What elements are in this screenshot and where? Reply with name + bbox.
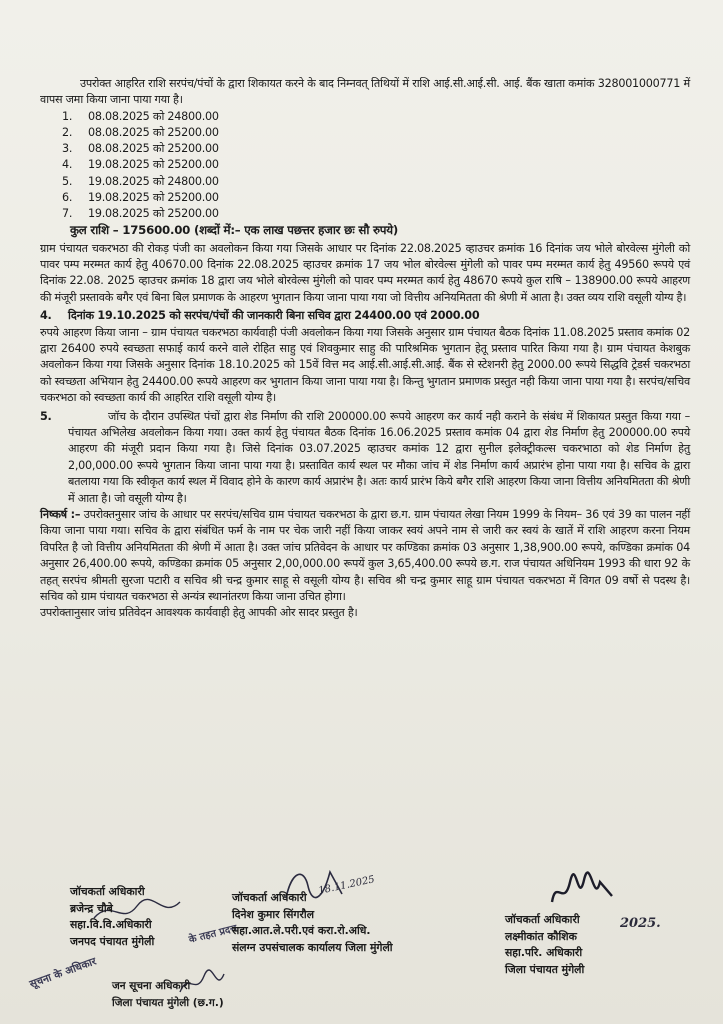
- item-5: [40, 409, 690, 507]
- handwritten-date-1: 18.11.2025: [317, 874, 376, 897]
- signature-block-2: जॉचकर्ता अधिकारी दिनेश कुमार सिंगरौल सहा.आत.ले.परी.एवं करा.रो.अधि. संलग्न उपसंचालक कार्यालय जिला मुंगेली: [232, 891, 393, 954]
- conclusion-text: उपरोक्तनुसार जांच के आधार पर सरपंच/सचिव ग्राम पंचायत चकरभठा के द्वारा छ.ग. ग्राम पंचायत लेखा नियम 1999 के नियम– 36 एवं 39 का पालन नहीं किया जाना पाया गया। सचिव के द्वारा संबंधित फर्म के नाम पर चेक जारी नहीं किया जाकर स्वयं अपने नाम से जारी कर स्वयं के खातें में राशि आहरण करना नियम विपरित है जो वित्तीय अनियमितता की श्रेणी में आता है। उक्त जांच प्रतिवेदन के आधार पर कण्डिका क्रमांक 03 अनुसार 1,38,900.00 रूपये, कण्डिका क्रमांक 04 अनुसार 26,400.00 रूपये, कण्डिका क्रमांक 05 अनुसार 2,00,000.00 रूपयें कुल 3,65,400.00 रूपये छ.ग. राज पंचायत अधिनियम 1993 की धारा 92 के तहत् सरपंच श्रीमती सुरजा पटारी व सचिव श्री चन्द्र कुमार साहू से वसूली योग्य है। सचिव श्री चन्द्र कुमार साहू ग्राम पंचायत चकरभठा में विगत 09 वर्षो से पदस्थ है। सचिव को ग्राम पंचायत चकरभठा से अन्यंत्र स्थानांतरण किया जाना उचित होगा।: [40, 508, 690, 604]
- list-item: 4. 19.08.2025 को 25200.00: [62, 158, 219, 172]
- signature-block-1: जॉचकर्ता अधिकारी ब्रजेन्द्र चौबे सहा.वि.वि.अधिकारी जनपद पंचायत मुंगेली: [70, 885, 155, 948]
- document-body: [40, 76, 690, 622]
- list-item: 1. 08.08.2025 को 24800.00: [62, 109, 219, 123]
- forward-note: उपरोक्तानुसार जांच प्रतिवेदन आवश्यक कार्यवाही हेतु आपकी ओर सादर प्रस्तुत है।: [40, 606, 358, 620]
- intro-paragraph: उपरोक्त आहरित राशि सरपंच/पंचों के द्वारा शिकायत करने के बाद निम्नवत् तिथियों में राशि आई.सी.आई.सी. आई. बैंक खाता कमांक 328001000771 में वापस जमा किया जाना पाया गया है।: [40, 77, 690, 107]
- item-4-text: रुपये आहरण किया जाना – ग्राम पंचायत चकरभठा कार्यवाही पंजी अवलोकन किया गया जिसके अनुसार ग्राम पंचायत बैठक दिनांक 11.08.2025 प्रस्ताव कमांक 02 द्वारा 26400 रुपये स्वच्छता सफाई कार्य करने वाले रोहित साहु एवं शिवकुमार साहु की पारिश्रमिक भुगतान हेतू प्रस्ताव पारित किया गया है। ग्राम पंचायत केशबुक अवलोकन किया गया जिसके अनुसार दिनांक 18.10.2025 को 15वें वित्त मद आई.सी.आई.सी.आई. बैंक से स्टेशनरी हेतु 2000.00 रूपये सिद्धवि ट्रेडर्स चकरभठा को स्वच्छता अभियान हेतु 24400.00 रूपये आहरण कर भुगतान किया जाना पाया गया है। किन्तु भुगतान प्रमाणक प्रस्तुत नही किया जाना पाया गया है। सरपंच/सचिव चकरभठा को स्वच्छता कार्य की आहरित राशि वसूली योग्य है।: [40, 325, 690, 405]
- list-item: 3. 08.08.2025 को 25200.00: [62, 142, 219, 156]
- signature-scribble-3: [548, 872, 618, 912]
- item-5-number: 5.: [40, 409, 52, 423]
- item-4-number: 4.: [40, 309, 52, 323]
- list-item: 7. 19.08.2025 को 25200.00: [62, 206, 219, 220]
- deposit-list: [62, 109, 690, 222]
- handwritten-date-2: 2025.: [620, 916, 661, 931]
- rti-stamp-text-2: के तहत प्रदत्त: [187, 923, 239, 946]
- item-4-heading: दिनांक 19.10.2025 को सरपंच/पंचों की जानकारी बिना सचिव द्वारा 24400.00 एवं 2000.00: [68, 309, 480, 323]
- signature-block-3: जॉचकर्ता अधिकारी लक्ष्मीकांत कौशिक सहा.परि. अधिकारी जिला पंचायत मुंगेली: [505, 913, 585, 976]
- item-5-text: जॉच के दौरान उपस्थित पंचों द्वारा शेड निर्माण की राशि 200000.00 रूपये आहरण कर कार्य नही कराने के संबंध में शिकायत प्रस्तुत किया गया – पंचायत अभिलेख अवलोकन किया गया। उक्त कार्य हेतु पंचायत बैठक दिनांक 16.06.2025 प्रस्ताव कमांक 04 द्वारा शेड निर्माण हेतु 200000.00 रुपये आहरण की मंजूरी प्रदान किया गया है। जिसे दिनांक 03.07.2025 व्हाउचर कमांक 12 द्वारा सुनील इलेक्ट्रीकल्स चकरभाठा को शेड निर्माण हेतु 2,00,000.00 रूपये भुगतान किया जाना पाया गया है। प्रस्तावित कार्य स्थल पर मौका जांच में शेड निर्माण कार्य अप्रारंभ होना पाया गया है। सचिव के द्वारा बतलाया गया कि स्वीकृत कार्य स्थल में विवाद होने के कारण कार्य अप्रारंभ है। अतः कार्य प्रारंभ किये बगैर राशि आहरण किया जाना वित्तीय अनियमितता की श्रेणी में आता है। जो वसूली योग्य है।: [68, 409, 690, 505]
- rokad-paragraph: ग्राम पंचायत चकरभठा की रोकड़ पंजी का अवलोकन किया गया जिसके आधार पर दिनांक 22.08.2025 व्हाउचर क्रमांक 16 दिनांक जय भोले बोरवेल्स मुंगेली को पावर पम्प मरम्मत कार्य हेतु 40670.00 दिनांक 22.08.2025 व्हाउचर क्रमांक 17 जय भोल बोरवेल्स मुंगेली को पावर पम्प मरम्मत कार्य हेतु 49560 रूपये एवं दिनांक 22.08. 2025 व्हाउचर क्रमांक 18 द्वारा जय भोले बोरवेल्स मुंगेली को पावर पम्प मरम्मत कार्य हेतु 48670 रूपये कुल राषि – 138900.00 रूपये आहरण की मंजूरी प्रस्तावके बगैर एवं बिना बिल प्रमाणक के आहरण भुगतान किया जाना पाया गया जो वित्तीय अनियमितता की श्रेणी में आता है। उक्त व्यय राशि वसूली योग्य है।: [40, 241, 690, 304]
- list-item: 2. 08.08.2025 को 25200.00: [62, 126, 219, 139]
- list-item: 6. 19.08.2025 को 25200.00: [62, 190, 219, 204]
- list-item: 5. 19.08.2025 को 24800.00: [62, 174, 219, 188]
- conclusion-paragraph: [40, 507, 690, 605]
- item-4: [40, 308, 690, 324]
- rti-stamp-text-1: सूचना के अधिकार: [28, 955, 98, 991]
- conclusion-label: निष्कर्ष :–: [40, 508, 81, 522]
- signature-block-4: जन सूचना अधिकारी जिला पंचायत मुंगेली (छ.ग.): [112, 980, 224, 1009]
- total-amount: कुल राशि – 175600.00 (शब्दों में:– एक लाख पछत्तर हजार छः सौ रुपये): [70, 223, 398, 238]
